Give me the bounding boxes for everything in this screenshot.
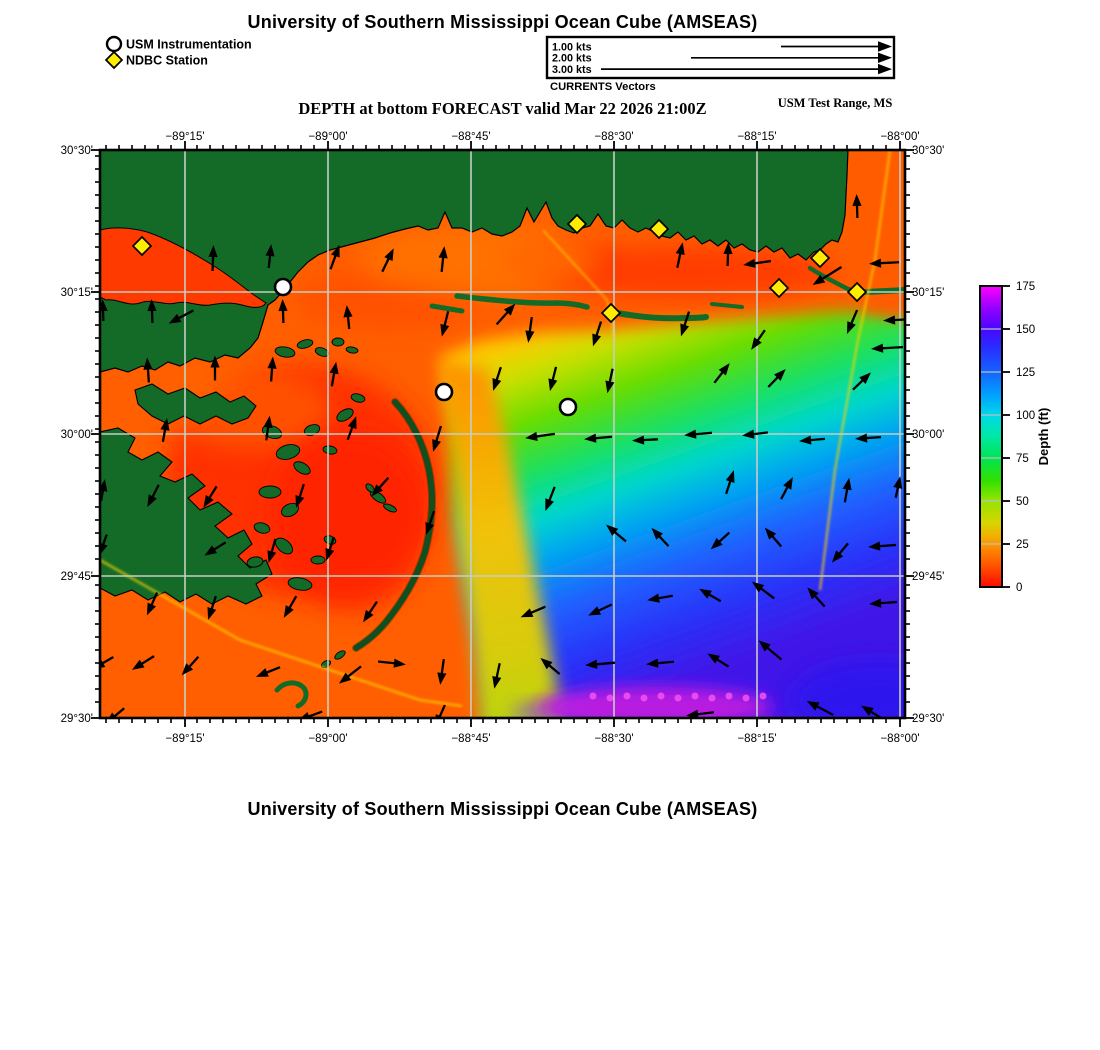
marsh-islet — [332, 338, 344, 346]
magenta-spot — [624, 693, 631, 700]
lon-tick-label: −89°15' — [165, 131, 205, 143]
magenta-spot — [641, 695, 648, 702]
vector-legend-label: 3.00 kts — [552, 63, 592, 76]
vector-legend-caption: CURRENTS Vectors — [550, 81, 656, 93]
magenta-spot — [743, 695, 750, 702]
magenta-spot — [692, 693, 699, 700]
colorbar-gradient — [980, 286, 1002, 587]
lat-tick-label: 29°45' — [912, 571, 945, 583]
magenta-trench — [537, 687, 773, 727]
lat-tick-label: 30°15' — [912, 287, 945, 299]
vector-tail — [879, 602, 897, 603]
mid-sound-highlight — [360, 225, 600, 295]
usm-legend-icon — [107, 37, 121, 51]
vector-tail — [881, 347, 903, 348]
colorbar-tick-label: 25 — [1016, 539, 1029, 551]
vector-tail — [271, 367, 272, 382]
colorbar-tick-label: 150 — [1016, 324, 1036, 336]
vector-tail — [656, 662, 674, 664]
magenta-spot — [760, 693, 767, 700]
lon-tick-label: −88°45' — [451, 131, 491, 143]
lat-tick-label: 29°45' — [60, 571, 93, 583]
range-label: USM Test Range, MS — [777, 96, 893, 110]
magenta-spot — [658, 693, 665, 700]
lat-tick-label: 30°00' — [60, 429, 93, 441]
lat-tick-label: 29°30' — [912, 713, 945, 725]
colorbar-tick-label: 100 — [1016, 410, 1036, 422]
lon-tick-label: −88°30' — [594, 733, 634, 745]
magenta-spot — [607, 695, 614, 702]
usm-station-marker — [560, 399, 576, 415]
vector-tail — [594, 437, 612, 439]
lon-tick-label: −89°00' — [308, 131, 348, 143]
usm-station-marker — [275, 279, 291, 295]
vector-legend-label: 1.00 kts — [552, 41, 592, 54]
colorbar-tick-label: 50 — [1016, 496, 1029, 508]
lon-tick-label: −88°15' — [737, 733, 777, 745]
page-title: University of Southern Mississippi Ocean Cube (AMSEAS) — [247, 12, 758, 32]
vector-tail — [694, 433, 712, 435]
depth-colorbar — [980, 281, 1051, 594]
vector-legend-label: 2.00 kts — [552, 52, 592, 65]
magenta-spot — [709, 695, 716, 702]
colorbar-tick-label: 175 — [1016, 281, 1036, 293]
lon-tick-label: −88°00' — [880, 131, 920, 143]
lat-tick-label: 29°30' — [60, 713, 93, 725]
lat-tick-label: 30°30' — [912, 145, 945, 157]
vector-tail — [148, 368, 149, 383]
lat-tick-label: 30°00' — [912, 429, 945, 441]
map-canvas — [93, 145, 970, 740]
colorbar-tick-label: 0 — [1016, 582, 1023, 594]
station-legend-label: NDBC Station — [126, 53, 208, 68]
lon-tick-label: −89°15' — [165, 733, 205, 745]
marsh-islet — [311, 556, 325, 564]
vector-tail — [213, 255, 214, 271]
lat-tick-label: 30°15' — [60, 287, 93, 299]
lon-tick-label: −88°15' — [737, 131, 777, 143]
station-legend — [106, 37, 252, 68]
colorbar-title: Depth (ft) — [1036, 407, 1051, 466]
vector-tail — [809, 439, 825, 440]
usm-station-marker — [436, 384, 452, 400]
vector-tail — [269, 254, 270, 268]
lon-tick-label: −89°00' — [308, 733, 348, 745]
magenta-spot — [726, 693, 733, 700]
page-title-bottom: University of Southern Mississippi Ocean Cube (AMSEAS) — [247, 799, 758, 819]
colorbar-tick-label: 75 — [1016, 453, 1029, 465]
magenta-spot — [675, 695, 682, 702]
ndbc-legend-icon — [106, 52, 122, 68]
vector-tail — [348, 315, 349, 329]
magenta-spot — [590, 693, 597, 700]
vector-tail — [878, 545, 896, 546]
lat-tick-label: 30°30' — [60, 145, 93, 157]
vector-tail — [642, 439, 658, 440]
lon-tick-label: −88°30' — [594, 131, 634, 143]
marsh-islet — [259, 486, 281, 498]
station-legend-label: USM Instrumentation — [126, 37, 252, 52]
currents-vector-legend — [547, 37, 894, 93]
colorbar-tick-label: 125 — [1016, 367, 1036, 379]
forecast-subtitle: DEPTH at bottom FORECAST valid Mar 22 2026 21:00Z — [298, 99, 707, 118]
lon-tick-label: −88°00' — [880, 733, 920, 745]
vector-tail — [879, 262, 899, 263]
vector-tail — [865, 437, 881, 438]
deep-blue-corner — [790, 660, 970, 740]
lon-tick-label: −88°45' — [451, 733, 491, 745]
